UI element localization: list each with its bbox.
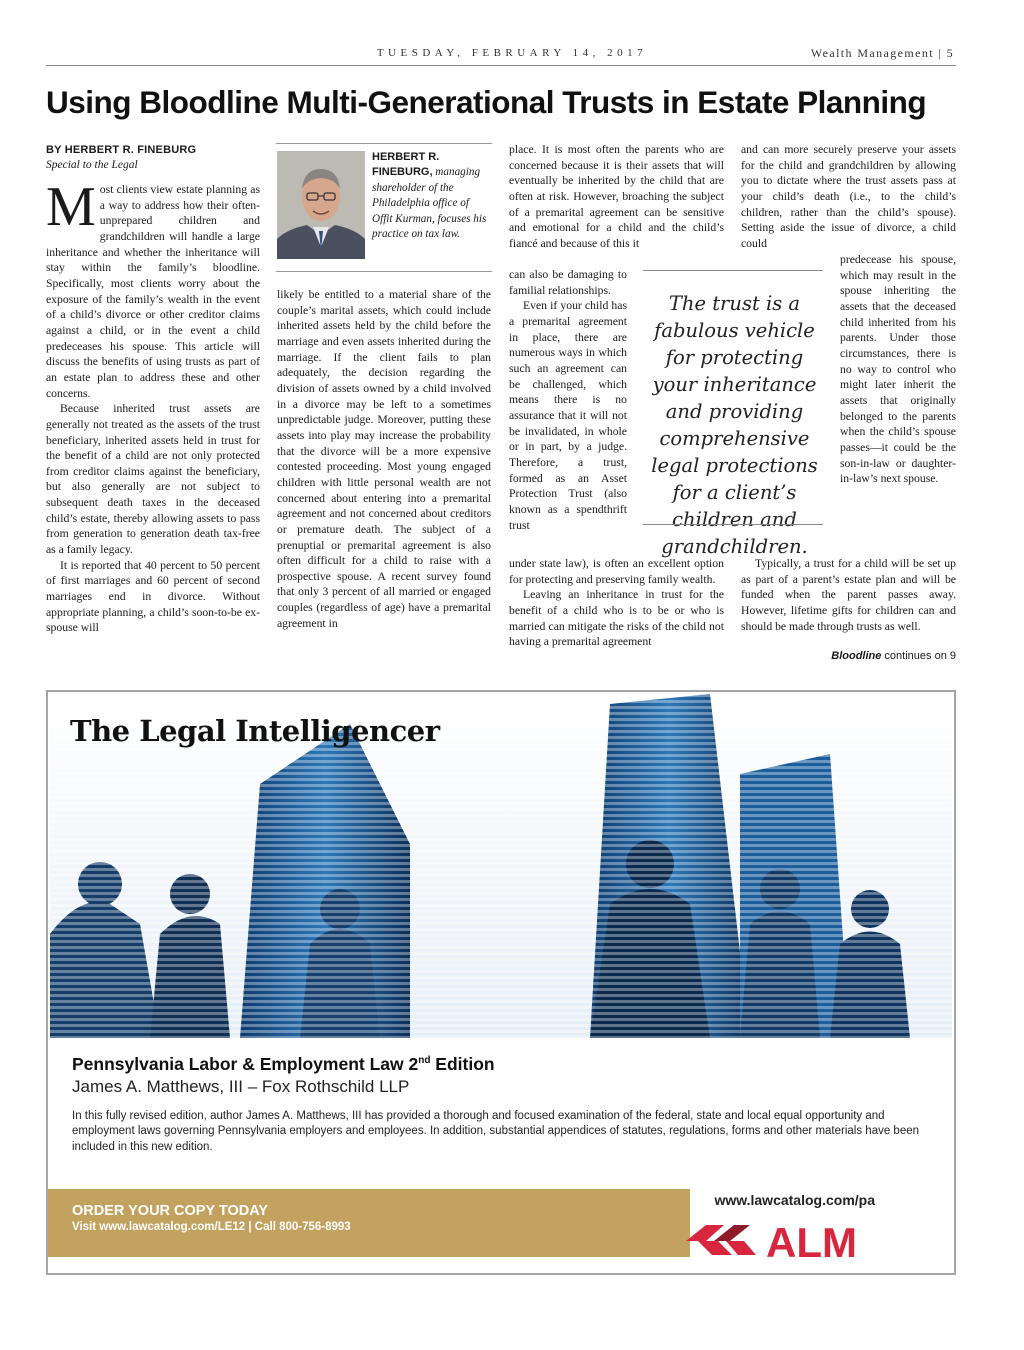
paragraph: under state law), is often an excellent option for protecting and preserving family wealth. [509, 557, 724, 586]
paragraph: can also be damaging to familial relationships. [509, 268, 627, 297]
drop-cap: M [46, 176, 96, 238]
paragraph: predecease his spouse, which may result in the spouse inheriting the assets that the deceased child inherited from his parents. Under those circumstances, there is no way to control who might later inherit the assets that originally belonged to the parents when the child’s spouse passes—it could be the son-in-law or daughter-in-law’s next spouse. [840, 253, 956, 486]
paragraph: ost clients view estate planning as a way to address how their often-unprepared children and grandchildren will handle a large inheritance and whether the inheritance will stay within the family’s bloodline. Specifically, most clients worry about the exposure of the family’s wealth in the event of a child’s divorce or other creditor claims against a child, or in the event a child predeceases his spouse. This article will discuss the benefits of using trusts as part of an estate plan to address these and other concerns. [46, 183, 260, 400]
pull-quote-bottom-rule [643, 524, 823, 525]
ad-url-link[interactable]: www.lawcatalog.com/pa [714, 1192, 875, 1208]
ad-title-end: Edition [430, 1054, 495, 1074]
article-column-1 [46, 176, 260, 636]
header-divider [46, 65, 956, 66]
ad-title-sup: nd [418, 1055, 431, 1067]
ad-title-main: Pennsylvania Labor & Employment Law 2 [72, 1054, 419, 1074]
article-column-4-bottom [741, 556, 956, 634]
article-column-3-bottom [509, 556, 724, 650]
author-bio [372, 150, 492, 242]
paragraph: Typically, a trust for a child will be set up as part of a parent’s estate plan and will be funded when the parent passes away. However, lifetime gifts for children can and should be made through trusts as well. [741, 557, 956, 633]
paragraph: It is reported that 40 percent to 50 percent of first marriages and 60 percent of second marriages end in divorce. Without appropriate planning, a child’s soon-to-be ex-spouse will [46, 558, 260, 635]
article-column-3-top [509, 142, 724, 252]
byline-subtitle: Special to the Legal [46, 159, 138, 171]
bio-text: managing shareholder of the Philadelphia office of Offit Kurman, focuses his practice on tax law. [372, 166, 487, 241]
author-photo [277, 151, 365, 259]
ad-masthead-logo: The Legal Intelligencer [70, 714, 440, 748]
alm-wordmark: ALM [766, 1219, 857, 1263]
article-column-3-narrow [509, 267, 627, 533]
pull-quote-top-rule [643, 270, 823, 271]
ad-book-title [72, 1054, 495, 1075]
bio-top-rule [276, 143, 492, 144]
paragraph: Because inherited trust assets are generally not treated as the assets of the trust beneficiary, inherited assets held in trust for the benefit of a child are not only protected from creditor claims against the beneficiary, but also generally are not subject to subsequent death taxes in the deceased child’s estate, thereby allowing assets to pass from generation to generation death tax-free as a family legacy. [46, 402, 260, 557]
author-portrait-icon [277, 151, 365, 259]
continues-note [741, 650, 956, 662]
section-label: Wealth Management | 5 [810, 46, 954, 60]
order-contact[interactable]: Visit www.lawcatalog.com/LE12 | Call 800-756-8993 [72, 1221, 351, 1233]
paragraph: place. It is most often the parents who are concerned because it is their assets that will eventually be inherited by the child that are often at risk. However, broaching the subject of a premarital agreement can be sensitive and emotional for a child and the child’s fiancé and because of this it [509, 143, 724, 250]
article-column-4-narrow [840, 252, 956, 487]
paragraph: likely be entitled to a material share of the couple’s marital assets, which could include inherited assets held by the child before the marriage and even assets inherited during the marriage. If the client fails to plan adequately, the decision regarding the division of assets owned by a child involved in a divorce may be left to a sometimes unpredictable judge. Moreover, putting these assets into play may increase the probability that the divorce will be a more expensive contested proceeding. Most young engaged children with little personal wealth are not concerned about entering into a premarital agreement and not concerned about creditors or premature death. The subject of a prenuptial or premarital agreement is also often difficult for a child to raise with a prospective spouse. A recent survey found that only 3 percent of all married or engaged couples (regardless of age) have a premarital agreement in [277, 288, 491, 630]
continues-page: continues on 9 [881, 650, 956, 662]
paragraph: and can more securely preserve your assets for the child and grandchildren by allowing you to dictate where the trust assets pass at your child’s death (i.e., to the child’s children, rather than the child’s spouse). Setting aside the issue of divorce, a child could [741, 143, 956, 250]
bio-bottom-rule [276, 271, 492, 272]
continues-keyword: Bloodline [831, 650, 882, 662]
paragraph: Even if your child has a premarital agreement in place, there are numerous ways in which such an agreement can be challenged, which means there is no assurance that it will not be invalidated, in whole or in part, by a judge. Therefore, a trust, formed as an Asset Protection Trust (also known as a spendthrift trust [509, 299, 627, 532]
pull-quote: The trust is a fabulous vehicle for protecting your inheritance and providing comprehensive legal protections for a client’s children and grandchildren. [651, 292, 818, 558]
article-column-2 [277, 287, 491, 631]
article-headline: Using Bloodline Multi-Generational Trusts in Estate Planning [46, 84, 927, 120]
ad-author: James A. Matthews, III – Fox Rothschild LLP [72, 1077, 410, 1096]
issue-date: TUESDAY, FEBRUARY 14, 2017 [376, 47, 648, 59]
byline: BY HERBERT R. FINEBURG [46, 144, 197, 156]
alm-logo-icon [684, 1217, 878, 1263]
bio-name: HERBERT R. FINEBURG, [372, 151, 440, 179]
ad-description: In this fully revised edition, author James A. Matthews, III has provided a thorough and focused examination of the federal, state and local equal opportunity and employment laws governing Pennsylvania employers and employees. In addition, substantial appendices of statutes, regulations, forms and other materials have been included in this new edition. [72, 1110, 920, 1153]
paragraph: Leaving an inheritance in trust for the benefit of a child who is to be or who is married can mitigate the risks of the child not having a premarital agreement [509, 588, 724, 649]
alm-logo [684, 1217, 878, 1263]
order-heading[interactable]: ORDER YOUR COPY TODAY [72, 1203, 269, 1219]
article-column-4-top [741, 142, 956, 252]
